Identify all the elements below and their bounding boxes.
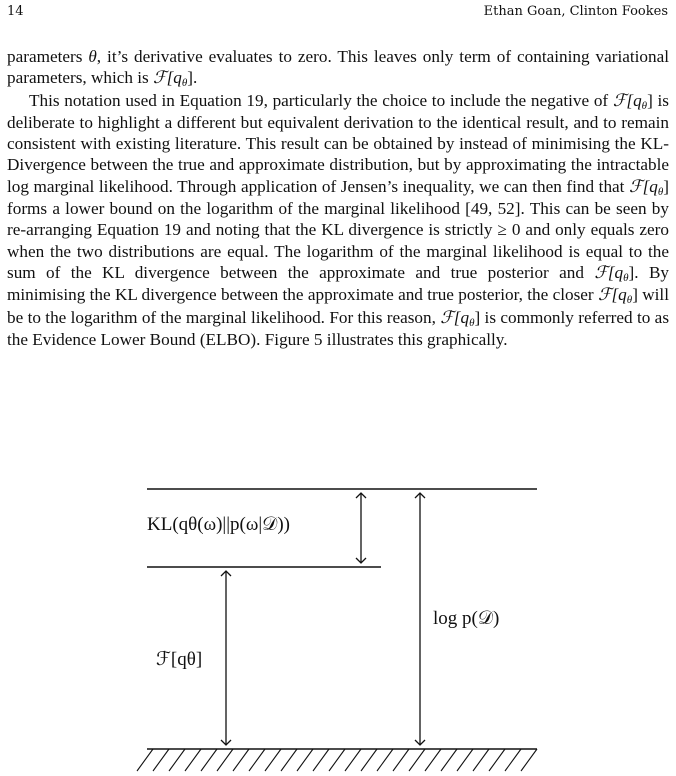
paragraph-1: parameters θ, it’s derivative evaluates to zero. This leaves only term of containing variational parameters, which is $ℱ[q_\theta]$.	[7, 47, 670, 90]
elbo-symbol: $ℱ[q_\theta]$	[440, 307, 481, 329]
paragraph-2: This notation used in Equation 19, particularly the choice to include the negative of $ℱ[q_\theta]$ is deliberate to highlight a different but equivalent derivation to the identical result, and to remain consistent with existing literature. This result can be obtained by instead of minimising the KL-Divergence between the true and approximate distribution, but by approximating the intractable log marginal likelihood. Through application of Jensen’s inequality, we can then find that $ℱ[q_\theta]$ forms a lower bound on the logarithm of the marginal likelihood [49, 52]. This can be seen by re-arranging Equation 19 and noting that the KL divergence is strictly ≥ 0 and only equals zero when the two distributions are equal. The logarithm of the marginal likelihood is equal to the sum of the KL divergence between the approximate and true posterior and $ℱ[q_\theta]$. By minimising the KL divergence between the approximate and true posterior, the closer $ℱ[q_\theta]$ will be to the logarithm of the marginal likelihood. For this reason, $ℱ[q_\theta]$ is commonly referred to as the Evidence Lower Bound (ELBO). Figure 5 illustrates this graphically.	[7, 90, 670, 349]
elbo-symbol: $ℱ[q_\theta]$	[594, 262, 635, 284]
elbo-diagram	[0, 470, 676, 776]
elbo-symbol: $ℱ[q_\theta]$	[612, 90, 653, 112]
body-text	[7, 46, 669, 350]
running-head-authors: Ethan Goan, Clinton Fookes	[483, 4, 668, 19]
elbo-symbol: $ℱ[q_\theta]$	[597, 285, 638, 307]
elbo-figure	[0, 470, 676, 776]
log-marginal-likelihood-label: log p(𝒟)	[433, 608, 500, 629]
page-number: 14	[7, 4, 24, 19]
kl-divergence-label: KL(qθ(ω)||p(ω|𝒟))	[147, 514, 290, 535]
elbo-symbol: $ℱ[q_\theta]$	[629, 176, 669, 198]
page-header	[7, 4, 668, 24]
ground-hatching	[137, 749, 537, 771]
theta-symbol: θ	[88, 47, 97, 66]
elbo-label: ℱ[qθ]	[156, 649, 203, 670]
